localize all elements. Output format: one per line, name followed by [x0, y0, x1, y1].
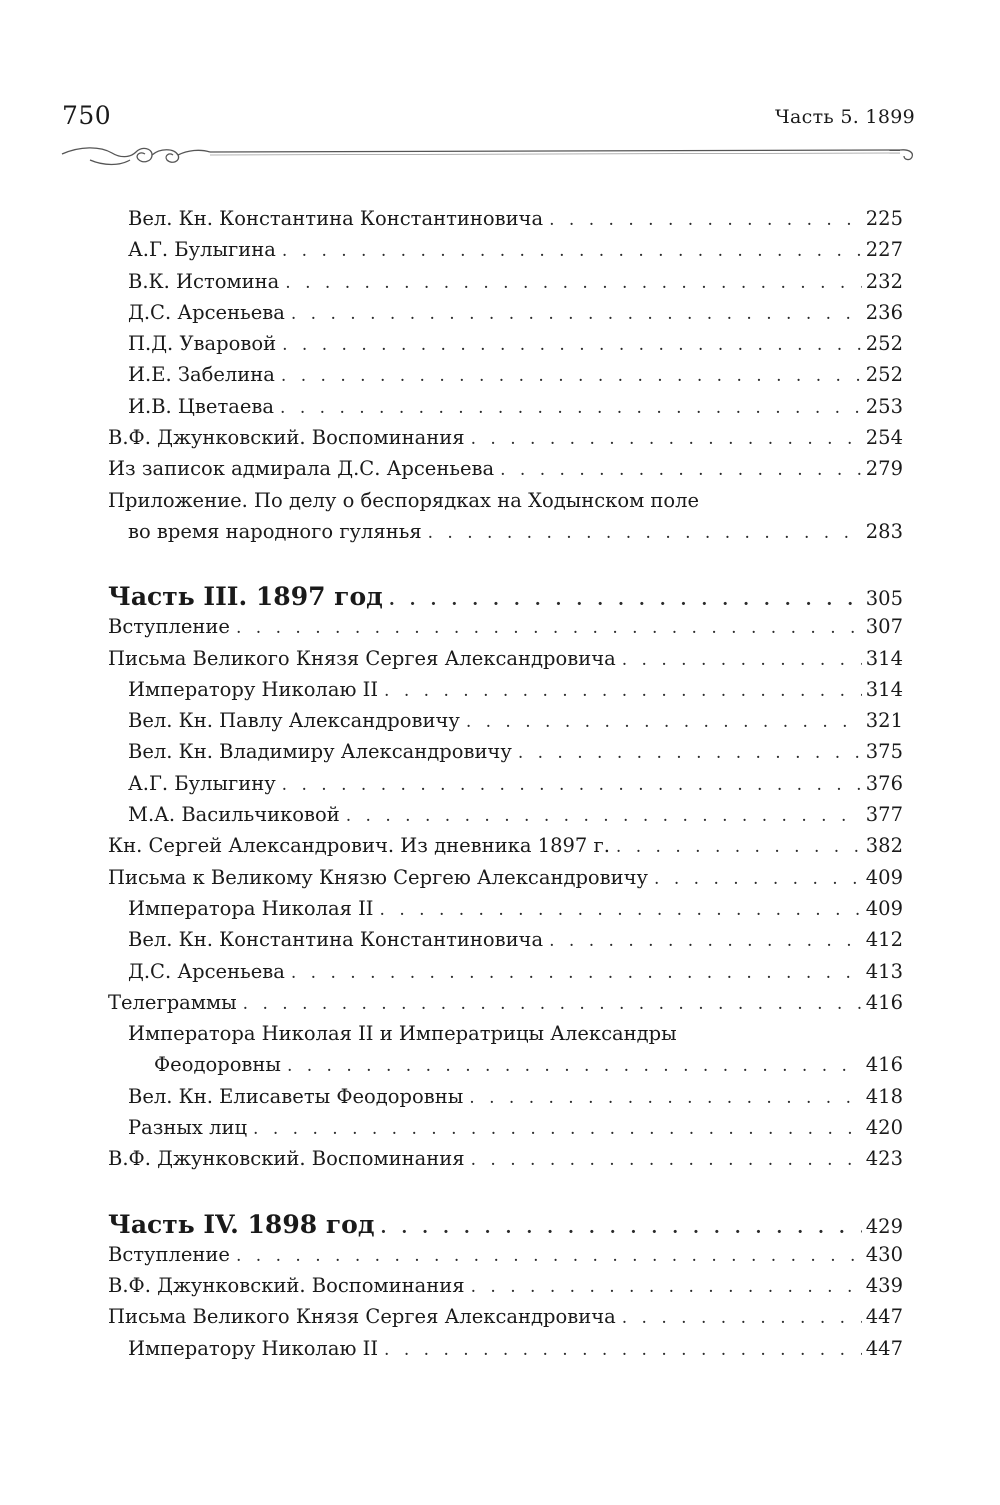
toc-entry: Из записок адмирала Д.С. Арсеньева . . . 279 [108, 457, 903, 488]
toc-entry: Вел. Кн. Павлу Александровичу . . . 321 [108, 709, 903, 740]
toc-entry: Разных лиц . . . 420 [108, 1116, 903, 1147]
toc-entry: В.К. Истомина . . . 232 [108, 270, 903, 301]
scroll-flourish-icon [60, 140, 916, 174]
toc-entry: Телеграммы . . . 416 [108, 991, 903, 1022]
toc-entry: Письма Великого Князя Сергея Александровича . . . 447 [108, 1305, 903, 1336]
toc-entry: Вступление . . . 307 [108, 615, 903, 646]
toc-entry: П.Д. Уваровой . . . 252 [108, 332, 903, 363]
table-of-contents [108, 207, 903, 1368]
running-head: Часть 5. 1899 [775, 106, 915, 128]
part-heading: Часть IV. 1898 год . . . 429 [108, 1210, 903, 1243]
toc-entry: Вел. Кн. Елисаветы Феодоровны . . . 418 [108, 1085, 903, 1116]
toc-entry: В.Ф. Джунковский. Воспоминания . . . 254 [108, 426, 903, 457]
toc-entry: А.Г. Булыгину . . . 376 [108, 772, 903, 803]
toc-entry: Императору Николаю II . . . 314 [108, 678, 903, 709]
toc-entry-appendix-line1: Приложение. По делу о беспорядках на Ходынском поле [108, 488, 700, 512]
toc-entry: Вел. Кн. Константина Константиновича . . . 225 [108, 207, 903, 238]
toc-entry: М.А. Васильчиковой . . . 377 [108, 803, 903, 834]
toc-entry: В.Ф. Джунковский. Воспоминания . . . 439 [108, 1274, 903, 1305]
page-number: 750 [62, 101, 112, 130]
toc-entry: Письма к Великому Князю Сергею Александровичу . . . 409 [108, 866, 903, 897]
toc-entry: Императора Николая II . . . 409 [108, 897, 903, 928]
toc-entry-telegram: Феодоровны . . . 416 [108, 1053, 903, 1084]
toc-entry: Письма Великого Князя Сергея Александровича . . . 314 [108, 647, 903, 678]
toc-entry: А.Г. Булыгина . . . 227 [108, 238, 903, 269]
toc-entry: И.В. Цветаева . . . 253 [108, 395, 903, 426]
toc-entry: Императору Николаю II . . . 447 [108, 1337, 903, 1368]
part-heading: Часть III. 1897 год . . . 305 [108, 582, 903, 615]
toc-entry: В.Ф. Джунковский. Воспоминания . . . 423 [108, 1147, 903, 1178]
toc-entry-appendix: во время народного гулянья . . . 283 [108, 520, 903, 551]
toc-entry: Кн. Сергей Александрович. Из дневника 1897 г. . . . 382 [108, 834, 903, 865]
toc-entry: Д.С. Арсеньева . . . 413 [108, 960, 903, 991]
toc-entry: Вел. Кн. Константина Константиновича . . . 412 [108, 928, 903, 959]
toc-entry: Вел. Кн. Владимиру Александровичу . . . 375 [108, 740, 903, 771]
toc-entry-telegram-line1: Императора Николая II и Императрицы Александры [128, 1022, 677, 1046]
page-header [0, 0, 1000, 190]
toc-entry: Вступление . . . 430 [108, 1243, 903, 1274]
toc-entry: И.Е. Забелина . . . 252 [108, 363, 903, 394]
toc-entry: Д.С. Арсеньева . . . 236 [108, 301, 903, 332]
